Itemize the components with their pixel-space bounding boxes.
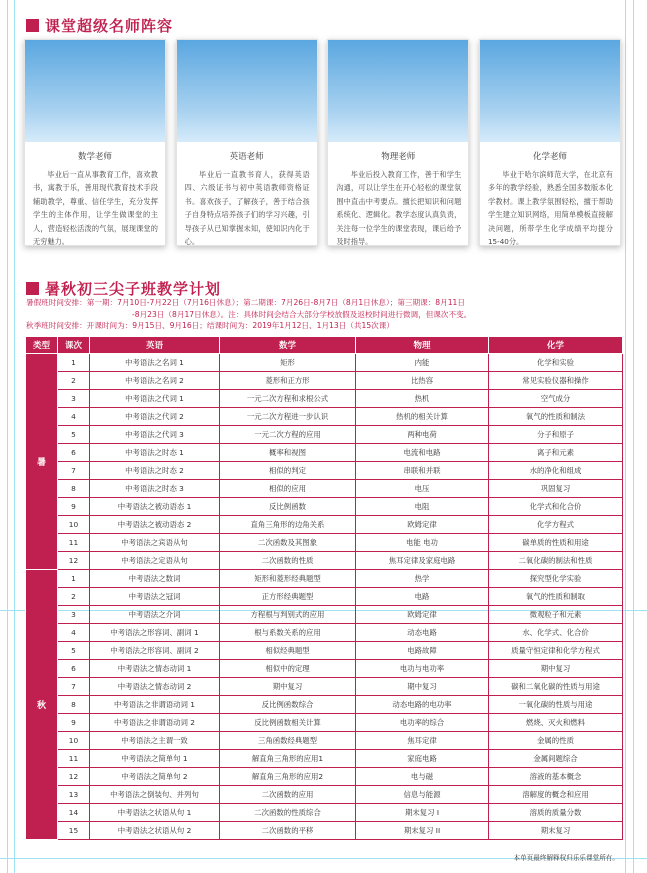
math-topic: 解直角三角形的应用1	[220, 750, 356, 768]
chemistry-topic: 巩固复习	[489, 480, 623, 498]
lesson-number: 5	[58, 426, 90, 444]
english-topic: 中考语法之状语从句 2	[90, 822, 220, 840]
table-row	[26, 498, 623, 516]
physics-topic: 热学	[356, 570, 489, 588]
table-row	[26, 642, 623, 660]
table-row	[26, 462, 623, 480]
math-topic: 反比例函数综合	[220, 696, 356, 714]
math-topic: 三角函数经典题型	[220, 732, 356, 750]
autumn-label: 秋	[26, 570, 58, 840]
teacher-photo	[177, 40, 317, 142]
table-row	[26, 552, 623, 570]
physics-topic: 动态电路	[356, 624, 489, 642]
chemistry-topic: 氧气的性质和制法	[489, 408, 623, 426]
physics-topic: 电路故障	[356, 642, 489, 660]
math-topic: 反比例函数相关计算	[220, 714, 356, 732]
math-topic: 相似的应用	[220, 480, 356, 498]
english-topic: 中考语法之代词 3	[90, 426, 220, 444]
header-chemistry: 化学	[489, 337, 623, 354]
chemistry-topic: 溶液的基本概念	[489, 768, 623, 786]
english-topic: 中考语法之倒装句、并列句	[90, 786, 220, 804]
english-topic: 中考语法之非谓语动词 2	[90, 714, 220, 732]
header-math: 数学	[220, 337, 356, 354]
chemistry-topic: 金属的性质	[489, 732, 623, 750]
chemistry-topic: 一氧化碳的性质与用途	[489, 696, 623, 714]
math-topic: 期中复习	[220, 678, 356, 696]
physics-topic: 电与磁	[356, 768, 489, 786]
lesson-number: 6	[58, 444, 90, 462]
english-topic: 中考语法之宾语从句	[90, 534, 220, 552]
english-topic: 中考语法之非谓语动词 1	[90, 696, 220, 714]
english-topic: 中考语法之时态 1	[90, 444, 220, 462]
math-topic: 二次函数的平移	[220, 822, 356, 840]
physics-topic: 电功率的综合	[356, 714, 489, 732]
lesson-number: 1	[58, 354, 90, 372]
header-english: 英语	[90, 337, 220, 354]
physics-topic: 焦耳定律及家庭电路	[356, 552, 489, 570]
physics-topic: 串联和并联	[356, 462, 489, 480]
physics-topic: 热机	[356, 390, 489, 408]
english-topic: 中考语法之介词	[90, 606, 220, 624]
lesson-number: 4	[58, 408, 90, 426]
english-topic: 中考语法之冠词	[90, 588, 220, 606]
lesson-number: 1	[58, 570, 90, 588]
lesson-number: 12	[58, 768, 90, 786]
english-topic: 中考语法之时态 3	[90, 480, 220, 498]
table-row	[26, 768, 623, 786]
english-topic: 中考语法之名词 2	[90, 372, 220, 390]
english-topic: 中考语法之时态 2	[90, 462, 220, 480]
math-topic: 相似经典题型	[220, 642, 356, 660]
table-row	[26, 372, 623, 390]
physics-topic: 热机的相关计算	[356, 408, 489, 426]
teacher-description: 毕业后投入教育工作，善于和学生沟通，可以让学生在开心轻松的课堂氛围中直击中考要点。擅长把知识和问题系统化、逻辑化。教学态度认真负责，关注每一位学生的课堂表现，课后给予及时指导。	[336, 170, 462, 247]
physics-topic: 期中复习	[356, 678, 489, 696]
plan-section-title	[26, 278, 221, 299]
math-topic: 直角三角形的边角关系	[220, 516, 356, 534]
physics-topic: 电阻	[356, 498, 489, 516]
english-topic: 中考语法之形容词、副词 2	[90, 642, 220, 660]
physics-topic: 欧姆定律	[356, 606, 489, 624]
guide-line	[7, 0, 8, 873]
bullet-square-icon	[26, 282, 39, 295]
teacher-cards	[24, 39, 621, 246]
table-row	[26, 408, 623, 426]
teacher-role: 化学老师	[532, 152, 567, 162]
physics-topic: 内能	[356, 354, 489, 372]
lesson-number: 10	[58, 732, 90, 750]
english-topic: 中考语法之简单句 2	[90, 768, 220, 786]
table-row	[26, 822, 623, 840]
chemistry-topic: 期中复习	[489, 660, 623, 678]
chemistry-topic: 微观粒子和元素	[489, 606, 623, 624]
english-topic: 中考语法之名词 1	[90, 354, 220, 372]
lesson-number: 5	[58, 642, 90, 660]
math-topic: 根与系数关系的应用	[220, 624, 356, 642]
chemistry-topic: 燃烧、灭火和燃料	[489, 714, 623, 732]
english-topic: 中考语法之被动语态 1	[90, 498, 220, 516]
teacher-card-chemistry	[479, 39, 621, 246]
english-topic: 中考语法之代词 2	[90, 408, 220, 426]
physics-topic: 电压	[356, 480, 489, 498]
table-row	[26, 516, 623, 534]
teacher-role: 物理老师	[381, 152, 416, 162]
header-physics: 物理	[356, 337, 489, 354]
teachers-title: 课堂超级名师阵容	[45, 17, 174, 35]
teacher-description: 毕业于哈尔滨师范大学，在北京有多年的教学经验，熟悉全国多数版本化学教材。课上教学氛围轻松，擅于帮助学生建立知识网络，用简单模板直接解决问题，所带学生化学成绩平均提分15-40分。	[487, 170, 613, 247]
physics-topic: 家庭电路	[356, 750, 489, 768]
math-topic: 一元二次方程和求根公式	[220, 390, 356, 408]
math-topic: 概率和视图	[220, 444, 356, 462]
lesson-number: 4	[58, 624, 90, 642]
teacher-role: 数学老师	[77, 152, 112, 162]
teacher-card-english	[176, 39, 318, 246]
physics-topic: 电路	[356, 588, 489, 606]
lesson-number: 2	[58, 588, 90, 606]
lesson-number: 9	[58, 498, 90, 516]
chemistry-topic: 常见实验仪器和操作	[489, 372, 623, 390]
footer-note: 本单页最终解释权归乐乐课堂所有。	[513, 854, 619, 862]
summer-label	[26, 354, 58, 570]
math-topic: 二次函数的性质综合	[220, 804, 356, 822]
english-topic: 中考语法之情态动词 1	[90, 660, 220, 678]
chemistry-topic: 氧气的性质和制取	[489, 588, 623, 606]
english-topic: 中考语法之数词	[90, 570, 220, 588]
physics-topic: 焦耳定律	[356, 732, 489, 750]
english-topic: 中考语法之代词 1	[90, 390, 220, 408]
lesson-number: 2	[58, 372, 90, 390]
lesson-number: 8	[58, 696, 90, 714]
teacher-description: 毕业后一直从事教育工作，喜欢教书，寓教于乐，善用现代教育技术手段辅助教学，尊重、信任学生，充分发挥学生的主体作用，让学生做课堂的主人，营造轻松活泼的气氛，展现课堂的无穷魅力。	[33, 170, 158, 247]
schedule-notes	[26, 297, 471, 332]
physics-topic: 电能 电功	[356, 534, 489, 552]
lesson-number: 7	[58, 678, 90, 696]
physics-topic: 信息与能源	[356, 786, 489, 804]
table-row	[26, 624, 623, 642]
teachers-section-title	[26, 15, 173, 36]
chemistry-topic: 碳单质的性质和用途	[489, 534, 623, 552]
autumn-schedule-line: 秋季班时间安排：开课时间为：9月15日、9月16日；结课时间为：2019年1月12日、1月13日（共15次课）	[26, 321, 394, 330]
header-lesson: 课次	[58, 337, 90, 354]
english-topic: 中考语法之情态动词 2	[90, 678, 220, 696]
teacher-card-physics	[327, 39, 469, 246]
teacher-role: 英语老师	[229, 152, 264, 162]
lesson-number: 8	[58, 480, 90, 498]
plan-title: 暑秋初三尖子班教学计划	[45, 280, 222, 298]
math-topic: 反比例函数	[220, 498, 356, 516]
guide-line	[14, 0, 15, 873]
table-row	[26, 678, 623, 696]
math-topic: 二次函数的性质	[220, 552, 356, 570]
table-row	[26, 606, 623, 624]
lesson-number: 3	[58, 606, 90, 624]
teacher-photo	[25, 40, 165, 142]
physics-topic: 欧姆定律	[356, 516, 489, 534]
chemistry-topic: 期末复习	[489, 822, 623, 840]
lesson-number: 15	[58, 822, 90, 840]
chemistry-topic: 化学方程式	[489, 516, 623, 534]
chemistry-topic: 水、化学式、化合价	[489, 624, 623, 642]
english-topic: 中考语法之形容词、副词 1	[90, 624, 220, 642]
lesson-number: 11	[58, 534, 90, 552]
chemistry-topic: 碳和二氧化碳的性质与用途	[489, 678, 623, 696]
bullet-square-icon	[26, 19, 39, 32]
math-topic: 相似中的定理	[220, 660, 356, 678]
physics-topic: 电功与电功率	[356, 660, 489, 678]
table-row	[26, 804, 623, 822]
lesson-number: 12	[58, 552, 90, 570]
math-topic: 矩形	[220, 354, 356, 372]
chemistry-topic: 探究型化学实验	[489, 570, 623, 588]
summer-schedule-line: -8月23日（8月17日休息）。注：具体时间会结合大部分学校放假及返校时间进行微调，但课次不变。	[132, 309, 472, 319]
english-topic: 中考语法之简单句 1	[90, 750, 220, 768]
table-row	[26, 786, 623, 804]
physics-topic: 电流和电路	[356, 444, 489, 462]
teacher-photo	[480, 40, 620, 142]
physics-topic: 动态电路的电功率	[356, 696, 489, 714]
header-type: 类型	[26, 337, 58, 354]
physics-topic: 期末复习 I	[356, 804, 489, 822]
chemistry-topic: 分子和原子	[489, 426, 623, 444]
math-topic: 一元二次方程的应用	[220, 426, 356, 444]
chemistry-topic: 离子和元素	[489, 444, 623, 462]
table-row	[26, 444, 623, 462]
teacher-description: 毕业后一直教书育人，获得英语四、六级证书与初中英语教师资格证书。喜欢孩子，了解孩子，善于结合孩子自身特点培养孩子们的学习兴趣，引导孩子从已知掌握未知，使知识内化于心。	[184, 170, 310, 247]
table-row	[26, 534, 623, 552]
chemistry-topic: 化学式和化合价	[489, 498, 623, 516]
math-topic: 正方形经典题型	[220, 588, 356, 606]
teacher-card-math	[24, 39, 166, 246]
teaching-plan-table	[25, 336, 623, 840]
table-row	[26, 390, 623, 408]
table-row	[26, 480, 623, 498]
math-topic: 二次函数及其图象	[220, 534, 356, 552]
table-row	[26, 732, 623, 750]
math-topic: 菱形和正方形	[220, 372, 356, 390]
lesson-number: 9	[58, 714, 90, 732]
lesson-number: 13	[58, 786, 90, 804]
chemistry-topic: 二氧化碳的制法和性质	[489, 552, 623, 570]
english-topic: 中考语法之主谓一致	[90, 732, 220, 750]
chemistry-topic: 质量守恒定律和化学方程式	[489, 642, 623, 660]
lesson-number: 11	[58, 750, 90, 768]
table-row	[26, 750, 623, 768]
physics-topic: 比热容	[356, 372, 489, 390]
english-topic: 中考语法之被动语态 2	[90, 516, 220, 534]
chemistry-topic: 溶质的质量分数	[489, 804, 623, 822]
english-topic: 中考语法之定语从句	[90, 552, 220, 570]
chemistry-topic: 金属间题综合	[489, 750, 623, 768]
table-header-row	[26, 337, 623, 354]
chemistry-topic: 溶解度的概念和应用	[489, 786, 623, 804]
math-topic: 一元二次方程进一步认识	[220, 408, 356, 426]
math-topic: 解直角三角形的应用2	[220, 768, 356, 786]
chemistry-topic: 空气成分	[489, 390, 623, 408]
lesson-number: 6	[58, 660, 90, 678]
table-row	[26, 570, 623, 588]
lesson-number: 10	[58, 516, 90, 534]
math-topic: 二次函数的应用	[220, 786, 356, 804]
math-topic: 相似的判定	[220, 462, 356, 480]
teacher-photo	[328, 40, 468, 142]
lesson-number: 3	[58, 390, 90, 408]
table-row	[26, 660, 623, 678]
table-row	[26, 354, 623, 372]
guide-line	[633, 0, 634, 873]
table-row	[26, 426, 623, 444]
table-row	[26, 714, 623, 732]
math-topic: 矩形和菱形经典题型	[220, 570, 356, 588]
summer-label-text: 暑	[36, 458, 46, 468]
summer-schedule-line: 暑假班时间安排：第一期：7月10日-7月22日（7月16日休息）；第二期课：7月26日-8月7日（8月1日休息）；第三期课：8月11日	[26, 298, 465, 307]
math-topic: 方程根与判别式的应用	[220, 606, 356, 624]
physics-topic: 两种电荷	[356, 426, 489, 444]
physics-topic: 期末复习 II	[356, 822, 489, 840]
lesson-number: 7	[58, 462, 90, 480]
table-row	[26, 588, 623, 606]
chemistry-topic: 水的净化和组成	[489, 462, 623, 480]
guide-line	[625, 0, 626, 873]
english-topic: 中考语法之状语从句 1	[90, 804, 220, 822]
lesson-number: 14	[58, 804, 90, 822]
table-row	[26, 696, 623, 714]
chemistry-topic: 化学和实验	[489, 354, 623, 372]
